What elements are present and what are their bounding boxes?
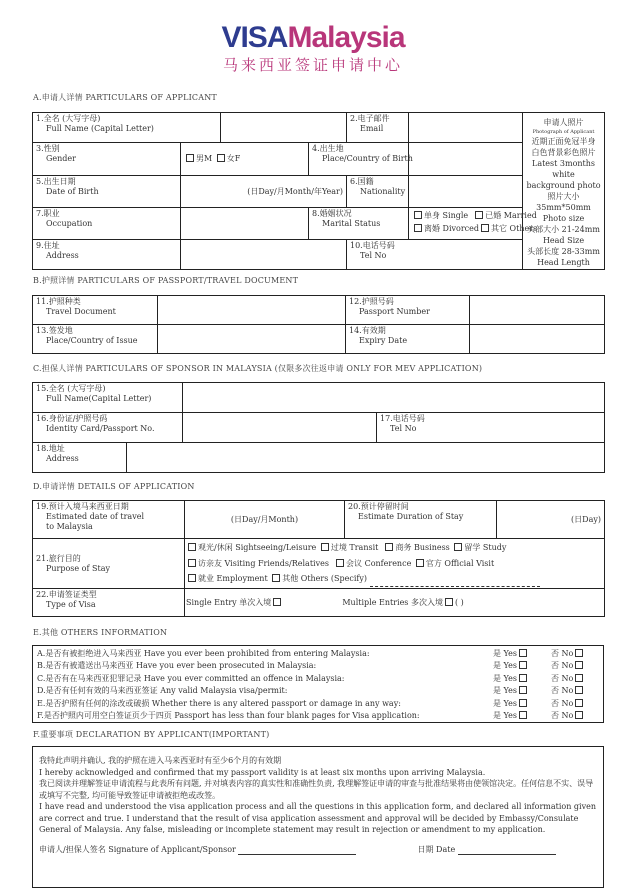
birthplace-input[interactable] [409, 142, 523, 175]
divorced-label: 离婚 Divorced [424, 224, 480, 234]
no-label: 否 No [551, 710, 574, 720]
signature-label: 申请人/担保人签名 Signature of Applicant/Sponsor [39, 844, 236, 854]
expiry-label-cell [346, 325, 470, 354]
photo-box[interactable] [523, 113, 605, 270]
dob-format: (日Day/月Month/年Year) [247, 186, 343, 196]
question-e: E.是否护照有任何的涂改或破损 Whether there is any altered passport or damage in any way: [37, 698, 401, 708]
doc-type-label-en: Travel Document [46, 307, 116, 316]
single-entry-label: Single Entry 单次入境 [186, 597, 272, 607]
declaration-en-1: I hereby acknowledged and confirmed that my passport validity is at least six months upon arriving Malaysia. [39, 767, 486, 777]
full-name-input[interactable] [221, 113, 347, 143]
section-f-title: F.重要事项 DECLARATION BY APPLICANT(IMPORTANT) [33, 730, 270, 739]
question-f-yes-checkbox[interactable] [519, 711, 527, 719]
no-label: 否 No [551, 698, 574, 708]
duration-input[interactable] [497, 501, 605, 539]
arrival-label-cell [33, 501, 185, 539]
gender-options [181, 142, 309, 175]
sightseeing-label: 观光/休闲 Sightseeing/Leisure [198, 543, 317, 552]
email-label: 2.电子邮件 [350, 114, 390, 123]
conference-checkbox[interactable] [336, 559, 344, 567]
photo-size: 照片大小 35mm*50mm [536, 192, 591, 212]
nationality-label-en: Nationality [360, 186, 406, 196]
logo-malaysia-text: Malaysia [287, 21, 405, 54]
question-f-no-checkbox[interactable] [575, 711, 583, 719]
logo [0, 20, 626, 75]
email-label-en: Email [360, 124, 384, 133]
gender-label-en: Gender [46, 153, 76, 163]
section-d-title: D.申请详情 DETAILS OF APPLICATION [33, 482, 195, 491]
declaration-box [32, 746, 604, 888]
visa-type-label-en: Type of Visa [46, 600, 96, 609]
section-c-title: C.担保人详情 PARTICULARS OF SPONSOR IN MALAYSIA (仅限多次往返申请 ONLY FOR MEV APPLICATION) [33, 364, 483, 373]
expiry-label-en: Expiry Date [359, 336, 408, 345]
purpose-label-en: Purpose of Stay [46, 563, 110, 573]
occupation-label: 7.职业 [36, 209, 60, 219]
sponsor-id-input[interactable] [183, 413, 377, 443]
tel-label: 10.电话号码 [350, 241, 395, 251]
signature-line[interactable] [238, 854, 356, 855]
yes-label: 是 Yes [493, 698, 517, 708]
multiple-entry-label: Multiple Entries 多次入境 [342, 597, 443, 607]
sponsor-tel-label: 17.电话号码 [380, 414, 425, 423]
section-a-title: A.申请人详情 PARTICULARS OF APPLICANT [33, 93, 217, 102]
sponsor-id-label: 16.身份证/护照号码 [36, 414, 108, 423]
head-size-en: Head Size [542, 236, 585, 245]
marital-label-cell [309, 208, 409, 240]
sightseeing-checkbox[interactable] [188, 543, 196, 551]
duration-label: 20.预计停留时间 [348, 502, 409, 511]
yes-label: 是 Yes [493, 661, 517, 671]
question-row [33, 673, 603, 685]
sponsor-address-label-en: Address [46, 454, 79, 463]
head-length: 头部长度 28-33mm [527, 247, 600, 256]
section-e-title: E.其他 OTHERS INFORMATION [33, 628, 168, 637]
employment-checkbox[interactable] [188, 574, 196, 582]
sponsor-id-label-cell [33, 413, 183, 443]
photo-requirement-1: 近期正面免冠半身 [531, 137, 596, 146]
passport-number-label: 12.护照号码 [349, 297, 394, 306]
nationality-label: 6.国籍 [350, 176, 374, 186]
birthplace-label-en: Place/Country of Birth [322, 153, 413, 163]
dob-label-cell [33, 175, 181, 207]
question-a-yes-checkbox[interactable] [519, 649, 527, 657]
applicant-table [32, 112, 605, 270]
arrival-label-en-2: to Malaysia [46, 522, 93, 531]
no-label: 否 No [551, 649, 574, 658]
marital-label-en: Marital Status [322, 219, 381, 229]
gender-label: 3.性别 [36, 143, 60, 153]
issue-place-label: 13.签发地 [36, 326, 73, 335]
date-line[interactable] [458, 854, 556, 855]
transit-checkbox[interactable] [321, 543, 329, 551]
expiry-input[interactable] [470, 325, 605, 354]
passport-number-input[interactable] [470, 296, 605, 325]
photo-title: 申请人照片 [543, 118, 584, 127]
arrival-label-en: Estimated date of travel [46, 512, 145, 521]
nationality-input[interactable] [409, 175, 523, 207]
business-checkbox[interactable] [385, 543, 393, 551]
divorced-checkbox[interactable] [414, 224, 422, 232]
issue-place-input[interactable] [158, 325, 346, 354]
yes-label: 是 Yes [493, 710, 517, 720]
head-length-en: Head Length [537, 258, 590, 267]
doc-type-label-cell [33, 296, 158, 325]
arrival-format: (日Day/月Month) [230, 514, 299, 524]
gender-label-cell [33, 142, 181, 175]
tel-label-en: Tel No [360, 251, 387, 261]
address-label-cell [33, 240, 181, 270]
study-label: 留学 Study [464, 543, 507, 552]
purpose-options [185, 539, 605, 589]
sponsor-address-label: 18.地址 [36, 444, 65, 453]
male-checkbox[interactable] [186, 154, 194, 162]
duration-label-en: Estimate Duration of Stay [358, 512, 464, 521]
arrival-label: 19.预计入境马来西亚日期 [36, 502, 129, 511]
single-checkbox[interactable] [414, 211, 422, 219]
question-c: C.是否有在马来西亚犯罪记录 Have you ever committed an offence in Malaysia: [37, 673, 345, 683]
occupation-input[interactable] [181, 208, 309, 240]
sponsor-address-label-cell [33, 443, 127, 473]
question-d: D.是否有任何有效的马来西亚签证 Any valid Malaysia visa/permit: [37, 686, 288, 696]
question-d-no-checkbox[interactable] [575, 686, 583, 694]
full-name-label-en: Full Name (Capital Letter) [46, 124, 154, 133]
yes-label: 是 Yes [493, 649, 517, 658]
question-c-no-checkbox[interactable] [575, 674, 583, 682]
study-checkbox[interactable] [454, 543, 462, 551]
question-row [33, 685, 603, 697]
full-name-field[interactable] [33, 113, 221, 143]
address-label: 9.住址 [36, 241, 60, 251]
sponsor-name-label-cell [33, 383, 183, 413]
tel-field[interactable] [347, 240, 523, 270]
married-checkbox[interactable] [475, 211, 483, 219]
head-size: 头部大小 21-24mm [527, 225, 600, 234]
photo-requirement-4: background photo [526, 181, 601, 190]
question-row [33, 660, 603, 672]
official-checkbox[interactable] [416, 559, 424, 567]
signature-row [39, 844, 597, 856]
arrival-input[interactable] [185, 501, 345, 539]
question-b-no-checkbox[interactable] [575, 661, 583, 669]
duration-format: (日Day) [571, 514, 601, 524]
sponsor-id-label-en: Identity Card/Passport No. [46, 424, 155, 433]
business-label: 商务 Business [395, 543, 450, 552]
photo-size-en: Photo size [542, 214, 585, 223]
no-label: 否 No [551, 686, 574, 696]
photo-title-en: Photograph of Applicant [532, 129, 595, 135]
duration-label-cell [345, 501, 497, 539]
question-c-yes-checkbox[interactable] [519, 674, 527, 682]
marital-label: 8.婚姻状况 [312, 209, 352, 219]
declaration-cn-2: 我已阅读并理解签证申请流程与此表所有问题, 并对填表内容的真实性和准确性负责, 我理解签证申请的审查与批准结果将由使领馆决定。任何信息不实、误导或填写不完整, 均可能导致签证申请被拒绝或改签。 [39, 779, 594, 800]
female-checkbox[interactable] [217, 154, 225, 162]
logo-visa-text: VISA [221, 21, 288, 54]
declaration-cn-1: 我特此声明并确认, 我的护照在进入马来西亚时有至少6个月的有效期 [39, 756, 282, 765]
question-a: A.是否有被拒绝进入马来西亚 Have you ever been prohibited from entering Malaysia: [37, 649, 370, 658]
no-label: 否 No [551, 673, 574, 683]
purpose-label: 21.旅行目的 [36, 553, 81, 563]
question-row [33, 648, 603, 660]
birthplace-label-cell [309, 142, 413, 175]
logo-wordmark [0, 20, 626, 56]
logo-subtitle: 马来西亚签证申请中心 [222, 56, 403, 74]
dob-label-en: Date of Birth [46, 186, 99, 196]
dob-input[interactable] [181, 175, 347, 207]
doc-type-input[interactable] [158, 296, 346, 325]
yes-label: 是 Yes [493, 673, 517, 683]
single-label: 单身 Single [424, 211, 469, 221]
others-label: 其它 Others [491, 224, 538, 234]
conference-label: 会议 Conference [346, 558, 412, 568]
question-f: F.是否护照内可用空白签证页少于四页 Passport has less than four blank pages for Visa application: [37, 710, 420, 720]
application-table [32, 500, 605, 617]
passport-table [32, 295, 605, 354]
section-b-title: B.护照详情 PARTICULARS OF PASSPORT/TRAVEL DOCUMENT [33, 276, 299, 285]
question-b-yes-checkbox[interactable] [519, 661, 527, 669]
photo-requirement-3: Latest 3months white [532, 159, 596, 179]
employment-label: 就业 Employment [198, 574, 268, 583]
others-purpose-checkbox[interactable] [272, 574, 280, 582]
email-input[interactable] [409, 113, 523, 143]
photo-requirement-2: 白色背景彩色照片 [531, 148, 596, 157]
expiry-label: 14.有效期 [349, 326, 386, 335]
yes-label: 是 Yes [493, 686, 517, 696]
email-label-cell [347, 113, 409, 143]
marital-options [409, 208, 538, 240]
multiple-entry-checkbox[interactable] [445, 598, 453, 606]
others-checkbox[interactable] [481, 224, 489, 232]
visiting-label: 访亲友 Visiting Friends/Relatives [198, 558, 329, 568]
visa-type-label: 22.申请签证类型 [36, 590, 97, 599]
no-label: 否 No [551, 661, 574, 671]
others-info-box [32, 645, 604, 723]
visiting-checkbox[interactable] [188, 559, 196, 567]
question-row [33, 710, 603, 722]
others-purpose-label: 其他 Others (Specify) [282, 574, 367, 583]
passport-number-label-cell [346, 296, 470, 325]
question-e-yes-checkbox[interactable] [519, 699, 527, 707]
sponsor-name-label-en: Full Name(Capital Letter) [46, 394, 152, 403]
question-d-yes-checkbox[interactable] [519, 686, 527, 694]
issue-place-label-en: Place/Country of Issue [46, 336, 138, 345]
question-b: B.是否有被遣送出马来西亚 Have you ever been prosecuted in Malaysia: [37, 661, 317, 671]
nationality-label-cell [347, 175, 409, 207]
date-label: 日期 Date [417, 844, 456, 854]
multiple-entry-count[interactable]: ( ) [454, 597, 464, 607]
others-specify-line[interactable] [370, 586, 540, 587]
sponsor-table [32, 382, 605, 473]
occupation-label-cell [33, 208, 181, 240]
passport-number-label-en: Passport Number [359, 307, 430, 316]
address-label-en: Address [46, 251, 79, 261]
sponsor-address-input[interactable] [127, 443, 605, 473]
declaration-en-2: I have read and understood the visa application process and all the questions in this application form, and declared all information given are correct and true. I understand that the result of visa application assessment and approval will be decided by Embassy/Consulate General of Malaysia. Any false, misleading or incomplete statement may result in rejection or amendment to my application. [39, 802, 597, 834]
official-label: 官方 Official Visit [425, 558, 495, 568]
purpose-label-cell [33, 539, 185, 589]
question-a-no-checkbox[interactable] [575, 649, 583, 657]
male-label: 男M [196, 153, 213, 163]
occupation-label-en: Occupation [46, 219, 93, 229]
female-label: 女F [226, 153, 241, 163]
transit-label: 过境 Transit [330, 543, 379, 552]
dob-label: 5.出生日期 [36, 176, 76, 186]
issue-place-label-cell [33, 325, 158, 354]
question-row [33, 698, 603, 710]
sponsor-name-input[interactable] [183, 383, 605, 413]
visa-type-options [185, 589, 605, 617]
birthplace-label: 4.出生地 [312, 143, 344, 153]
married-label: 已婚 Married [485, 211, 537, 221]
address-input[interactable] [181, 240, 347, 270]
visa-type-label-cell [33, 589, 185, 617]
full-name-label: 1.全名 (大写字母) [36, 114, 101, 123]
doc-type-label: 11.护照种类 [36, 297, 81, 306]
question-e-no-checkbox[interactable] [575, 699, 583, 707]
sponsor-tel-label-en: Tel No [390, 424, 417, 433]
sponsor-name-label: 15.全名 (大写字母) [36, 384, 106, 393]
single-entry-checkbox[interactable] [273, 598, 281, 606]
sponsor-tel-field[interactable] [377, 413, 605, 443]
